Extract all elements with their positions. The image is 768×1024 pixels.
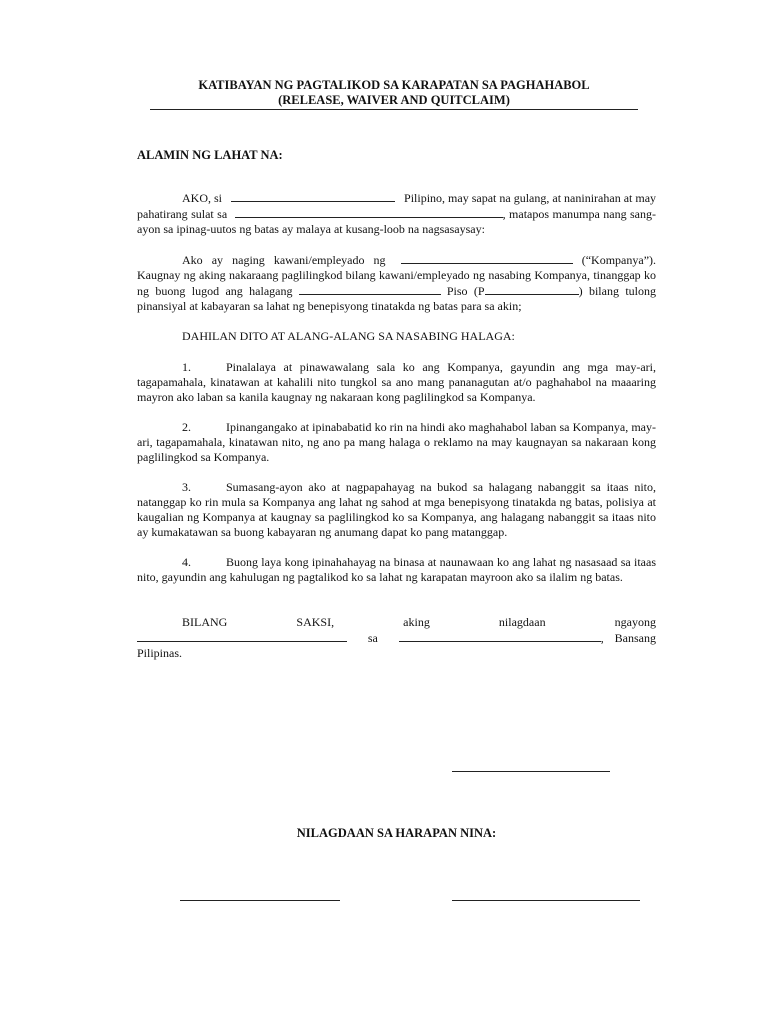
document-title: KATIBAYAN NG PAGTALIKOD SA KARAPATAN SA PAGHAHABOL: [198, 78, 590, 92]
signature-line-witness-1[interactable]: [180, 900, 340, 901]
address-blank[interactable]: [235, 206, 503, 218]
title-block: [150, 78, 638, 110]
item-text-1: Pinalalaya at pinawawalang sala ko ang Kompanya, gayundin ang mga may-ari, tagapamahala, kinatawan at kahalili nito tungkol sa ano mang pananagutan at/o paghahabol na maaaring mayron ako laban sa kanila kaugnay ng nakaraan kong paglilingkod sa Kompanya.: [137, 360, 656, 404]
document-subtitle: (RELEASE, WAIVER AND QUITCLAIM): [278, 93, 510, 107]
signature-line-witness-2[interactable]: [452, 900, 640, 901]
list-item-1: [137, 360, 656, 405]
dahilan-line: DAHILAN DITO AT ALANG-ALANG SA NASABING HALAGA:: [182, 329, 515, 343]
item-number-4: 4.: [182, 555, 191, 569]
list-item-2: [137, 420, 656, 465]
item-number-2: 2.: [182, 420, 191, 434]
nilagdaan-heading: NILAGDAAN SA HARAPAN NINA:: [296, 826, 497, 840]
text-matapos: , matapos manumpa nang sang-ayon sa ipinag-uutos ng batas ay malaya at kusang-loob na nagsasaysay:: [137, 207, 656, 236]
paragraph-ako: [137, 190, 656, 237]
company-blank[interactable]: [401, 252, 573, 264]
signature-line-affiant[interactable]: [452, 771, 610, 772]
list-item-3: [137, 480, 656, 540]
item-text-2: Ipinangangako at ipinababatid ko rin na hindi ako maghahabol laban sa Kompanya, may-ari, tagapamahala, kinatawan nito, ng ano pa mang halaga o reklamo na may kaugnayan sa nakaraan kong paglilingkod sa Kompanya.: [137, 420, 656, 464]
text-ako: AKO, si: [182, 191, 223, 205]
document-page: [137, 78, 656, 661]
amount-number-blank[interactable]: [485, 283, 579, 295]
item-text-3: Sumasang-ayon ako at nagpapahayag na bukod sa halagang nabanggit sa itaas nito, natanggap ko rin mula sa Kompanya ang lahat ng sahod at mga benepisyong tinatakda ng batas, polisiya at kaugalian ng Kompanya at kaugnay sa paglilingkod ko sa Kompanya, ang halagang nabanggit sa itaas nito ay kumakatawan sa buong kabayaran ng anumang dapat ko pang matanggap.: [137, 480, 656, 539]
date-blank[interactable]: [137, 630, 347, 642]
text-kompanya: (“Kompanya”). Kaugnay ng aking nakaraang paglilingkod bilang kawani/empleyado ng nasabing Kompanya, tinanggap ko ng buong lugod ang halagang: [137, 253, 657, 298]
item-number-3: 3.: [182, 480, 191, 494]
text-sa: sa: [367, 631, 378, 645]
item-text-4: Buong laya kong ipinahahayag na binasa at naunawaan ko ang lahat ng nasasaad sa itaas nito, gayundin ang kahulugan ng pagtalikod ko sa lahat ng karapatan mayroon ako sa ilalim ng batas.: [137, 555, 656, 584]
item-number-1: 1.: [182, 360, 191, 374]
text-bilang-saksi: BILANG SAKSI, aking nilagdaan ngayong: [182, 615, 656, 629]
paragraph-saksi: [137, 615, 656, 661]
name-blank[interactable]: [231, 190, 395, 202]
text-tulong: ) bilang tulong pinansiyal at kabayaran sa lahat ng benepisyong tinatakda ng batas para sa akin;: [137, 284, 656, 313]
paragraph-kawani: [137, 252, 656, 314]
place-blank[interactable]: [399, 630, 601, 642]
list-item-4: [137, 555, 656, 585]
text-bansang: , Bansang Pilipinas.: [137, 631, 656, 660]
amount-words-blank[interactable]: [299, 283, 441, 295]
alamin-heading: ALAMIN NG LAHAT NA:: [137, 148, 283, 162]
text-pilipino: Pilipino, may sapat na gulang, at naninirahan at may pahatirang sulat sa: [137, 191, 657, 221]
text-kawani: Ako ay naging kawani/empleyado ng: [182, 253, 386, 267]
text-piso: Piso (P: [446, 284, 485, 298]
